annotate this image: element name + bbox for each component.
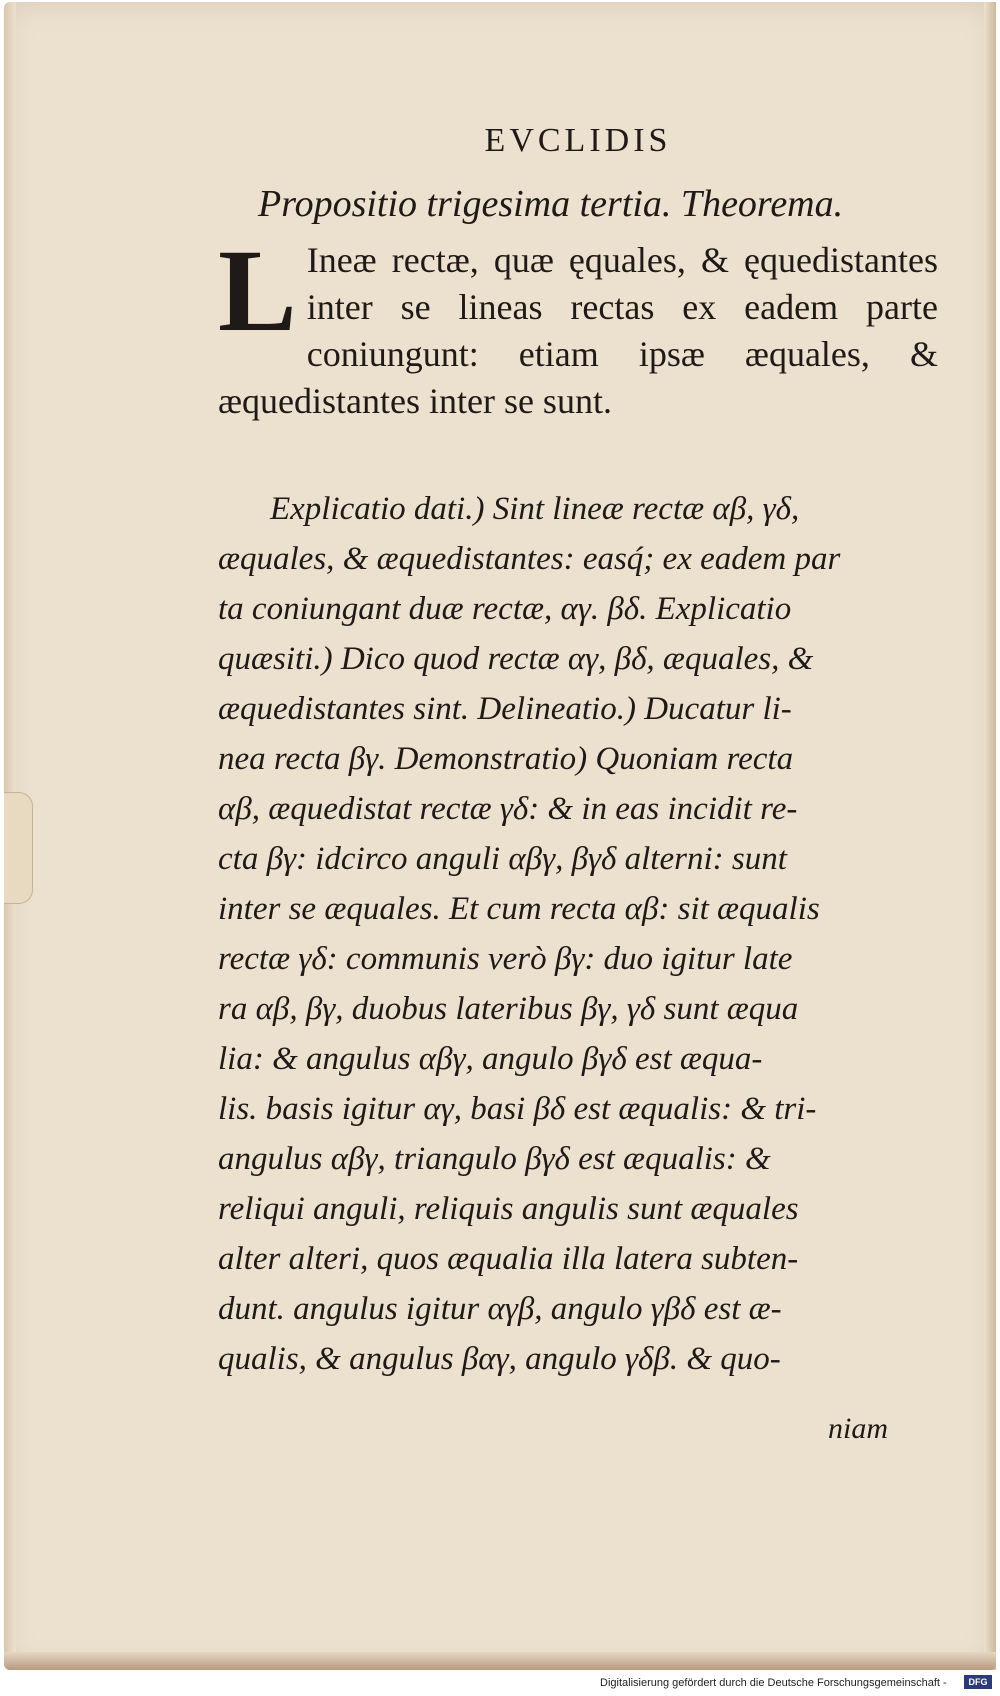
body-line: æquedistantes sint. Delineatio.) Ducatur li-	[218, 691, 792, 727]
body-line: reliqui anguli, reliquis angulis sunt æquales	[218, 1191, 799, 1227]
body-line: lia: & angulus αβγ, angulo βγδ est æqua-	[218, 1041, 763, 1077]
body-text	[218, 484, 938, 1384]
digitization-footer	[600, 1672, 996, 1694]
book-page	[4, 2, 996, 1670]
body-line: αβ, æquedistat rectæ γδ: & in eas incidit re-	[218, 791, 798, 827]
body-line: lis. basis igitur αγ, basi βδ est æqualis: & tri-	[218, 1091, 817, 1127]
body-line: nea recta βγ. Demonstratio) Quoniam recta	[218, 741, 794, 777]
dfg-logo-icon: DFG	[964, 1675, 992, 1689]
drop-cap: L	[218, 225, 297, 356]
body-line: qualis, & angulus βαγ, angulo γδβ. & quo-	[218, 1341, 781, 1377]
body-line: dunt. angulus igitur αγβ, angulo γβδ est æ-	[218, 1291, 782, 1327]
body-line: ra αβ, βγ, duobus lateribus βγ, γδ sunt æqua	[218, 991, 799, 1027]
page-bottom-edge	[4, 1652, 996, 1670]
proposition-title: Propositio trigesima tertia. Theorema.	[258, 183, 844, 225]
body-line: inter se æquales. Et cum recta αβ: sit æqualis	[218, 891, 820, 927]
body-line: Explicatio dati.) Sint lineæ rectæ αβ, γδ,	[270, 491, 800, 527]
body-line: alter alteri, quos æqualia illa latera subten-	[218, 1241, 799, 1277]
body-line: æquales, & æquedistantes: easq́; ex eadem par	[218, 541, 841, 577]
body-line: quæsiti.) Dico quod rectæ αγ, βδ, æquales, &	[218, 641, 814, 677]
enunciation-text: Ineæ rectæ, quæ ęquales, & ęquedistantes inter se lineas rectas ex eadem parte coniungunt: etiam ipsæ æquales, & æquedistantes inter se sunt.	[218, 240, 938, 421]
running-head: EVCLIDIS	[484, 122, 672, 159]
page-tab-clip	[4, 792, 33, 904]
footer-credit: Digitalisierung gefördert durch die Deutsche Forschungsgemeinschaft -	[600, 1677, 947, 1689]
catchword: niam	[828, 1412, 888, 1445]
body-line: ta coniungant duæ rectæ, αγ. βδ. Explicatio	[218, 591, 792, 627]
body-line: angulus αβγ, triangulo βγδ est æqualis: &	[218, 1141, 771, 1177]
enunciation	[218, 225, 938, 425]
body-line: rectæ γδ: communis verò βγ: duo igitur late	[218, 941, 793, 977]
body-line: cta βγ: idcirco anguli αβγ, βγδ alterni: sunt	[218, 841, 787, 877]
page-right-edge	[984, 2, 996, 1670]
